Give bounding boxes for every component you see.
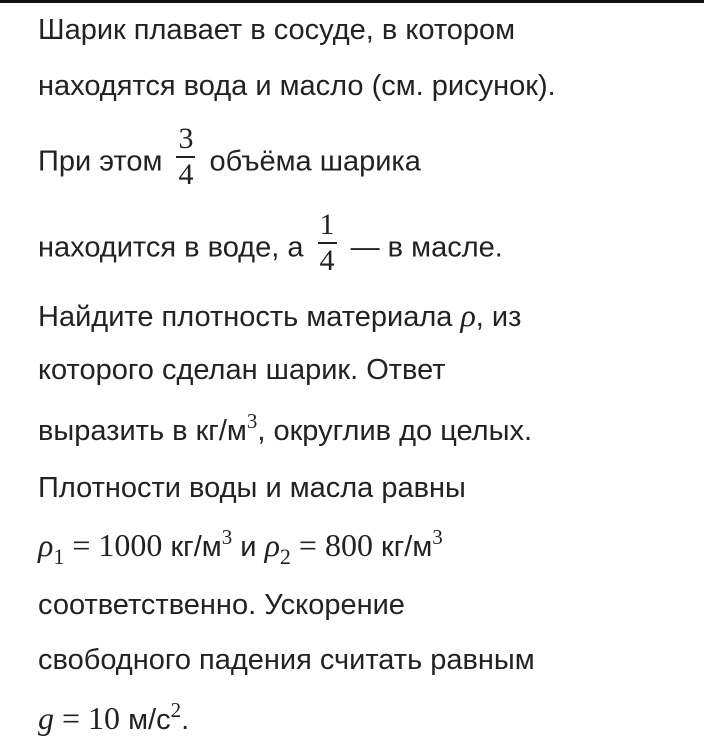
rho2-unit: кг/м [372,531,433,563]
rho1-subscript: 1 [53,544,65,569]
rho1-unit-exponent: 3 [221,525,233,549]
problem-line-1: Шарик плавает в сосуде, в котором [38,14,516,46]
fraction-denominator: 4 [178,158,194,191]
problem-line-3 [38,122,421,198]
problem-line-6: которого сделан шарик. Ответ [38,354,446,386]
g-end-period: . [181,704,190,736]
problem-line-2: находятся вода и масло (см. рисунок). [38,70,556,102]
line-4-prefix: находится в воде, а [38,231,304,264]
problem-line-4 [38,208,503,284]
rho1-value: = 1000 [64,527,163,563]
g-unit-exponent: 2 [170,698,182,722]
line-5-suffix: , из [475,301,522,333]
rho-symbol: ρ [460,297,476,333]
problem-line-10: соответственно. Ускорение [38,589,405,621]
rho2-symbol: ρ [264,527,280,563]
problem-line-9 [38,527,443,567]
line-3-suffix: объёма шарика [209,145,421,178]
line-5-prefix: Найдите плотность материала [38,301,453,333]
fraction-one-quarter [318,208,337,278]
rho2-value: = 800 [290,527,373,563]
problem-line-5 [38,297,521,335]
fraction-denominator: 4 [319,244,335,277]
rho2-subscript: 2 [279,544,291,569]
rho2-unit-exponent: 3 [432,525,443,549]
fraction-three-quarters [176,122,195,192]
g-unit: м/с [120,704,171,736]
problem-line-7 [38,409,532,451]
line-7-suffix: , округлив до целых. [257,415,532,447]
problem-line-12 [38,700,189,740]
line-3-prefix: При этом [38,145,163,178]
fraction-numerator: 3 [176,122,195,158]
rho1-unit: кг/м [162,531,222,563]
problem-line-8: Плотности воды и масла равны [38,472,466,504]
rho1-symbol: ρ [38,527,54,563]
top-divider [0,0,704,3]
problem-line-11: свободного падения считать равным [38,644,535,676]
unit-exponent: 3 [246,409,258,433]
line-4-suffix: — в масле. [350,231,503,264]
line-7-prefix: выразить в кг/м [38,415,247,447]
and-word: и [232,531,265,563]
g-value: = 10 [54,700,121,736]
g-symbol: g [38,700,54,736]
fraction-numerator: 1 [318,208,337,244]
